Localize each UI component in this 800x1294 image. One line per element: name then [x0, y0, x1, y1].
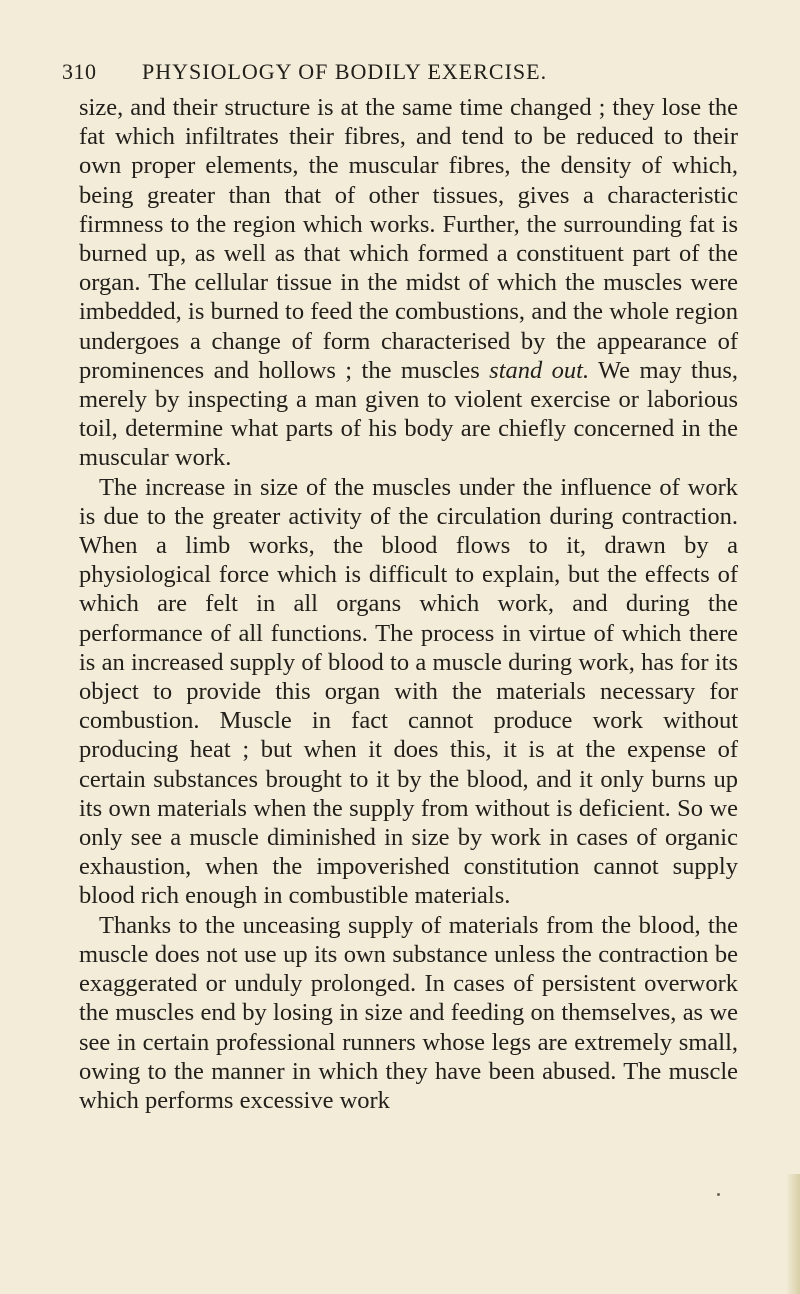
page-number: 310 [62, 59, 97, 84]
running-head: PHYSIOLOGY OF BODILY EXERCISE. [142, 59, 548, 84]
page-header [62, 57, 660, 87]
paragraph-1-text-a: size, and their structure is at the same time changed ; they lose the fat which infiltrates their fibres, and tend to be reduced to their own proper elements, the muscular fibres, the density of which, being greater than that of other tissues, gives a characteristic firmness to the region which works. Further, the surrounding fat is burned up, as well as that which formed a constituent part of the organ. The cellular tissue in the midst of which the muscles were imbedded, is burned to feed the combustions, and the whole region undergoes a change of form characterised by the appearance of prominences and hollows ; the muscles [79, 94, 738, 384]
paragraph-1-text-b: We may thus, merely by inspecting a man given to violent exercise or laborious toil, determine what parts of his body are chiefly concerned in the muscular work. [79, 356, 738, 472]
paragraph-1 [79, 93, 738, 473]
paper-speck [717, 1193, 720, 1196]
italic-phrase: stand out. [489, 356, 590, 384]
page-edge-stain [786, 1174, 800, 1294]
body-text [79, 93, 738, 1115]
paragraph-3: Thanks to the unceasing supply of materials from the blood, the muscle does not use up its own substance unless the contraction be exaggerated or unduly prolonged. In cases of persistent overwork the muscles end by losing in size and feeding on themselves, as we see in certain professional runners whose legs are extremely small, owing to the manner in which they have been abused. The muscle which performs excessive work [79, 911, 738, 1114]
paragraph-2: The increase in size of the muscles under the influence of work is due to the greater activity of the circulation during contraction. When a limb works, the blood flows to it, drawn by a physiological force which is difficult to explain, but the effects of which are felt in all organs which work, and during the performance of all functions. The process in virtue of which there is an increased supply of blood to a muscle during work, has for its object to provide this organ with the materials necessary for combustion. Muscle in fact cannot produce work without producing heat ; but when it does this, it is at the expense of certain substances brought to it by the blood, and it only burns up its own materials when the supply from without is deficient. So we only see a muscle diminished in size by work in cases of organic exhaustion, when the impoverished constitution cannot supply blood rich enough in combustible materials. [79, 473, 738, 910]
